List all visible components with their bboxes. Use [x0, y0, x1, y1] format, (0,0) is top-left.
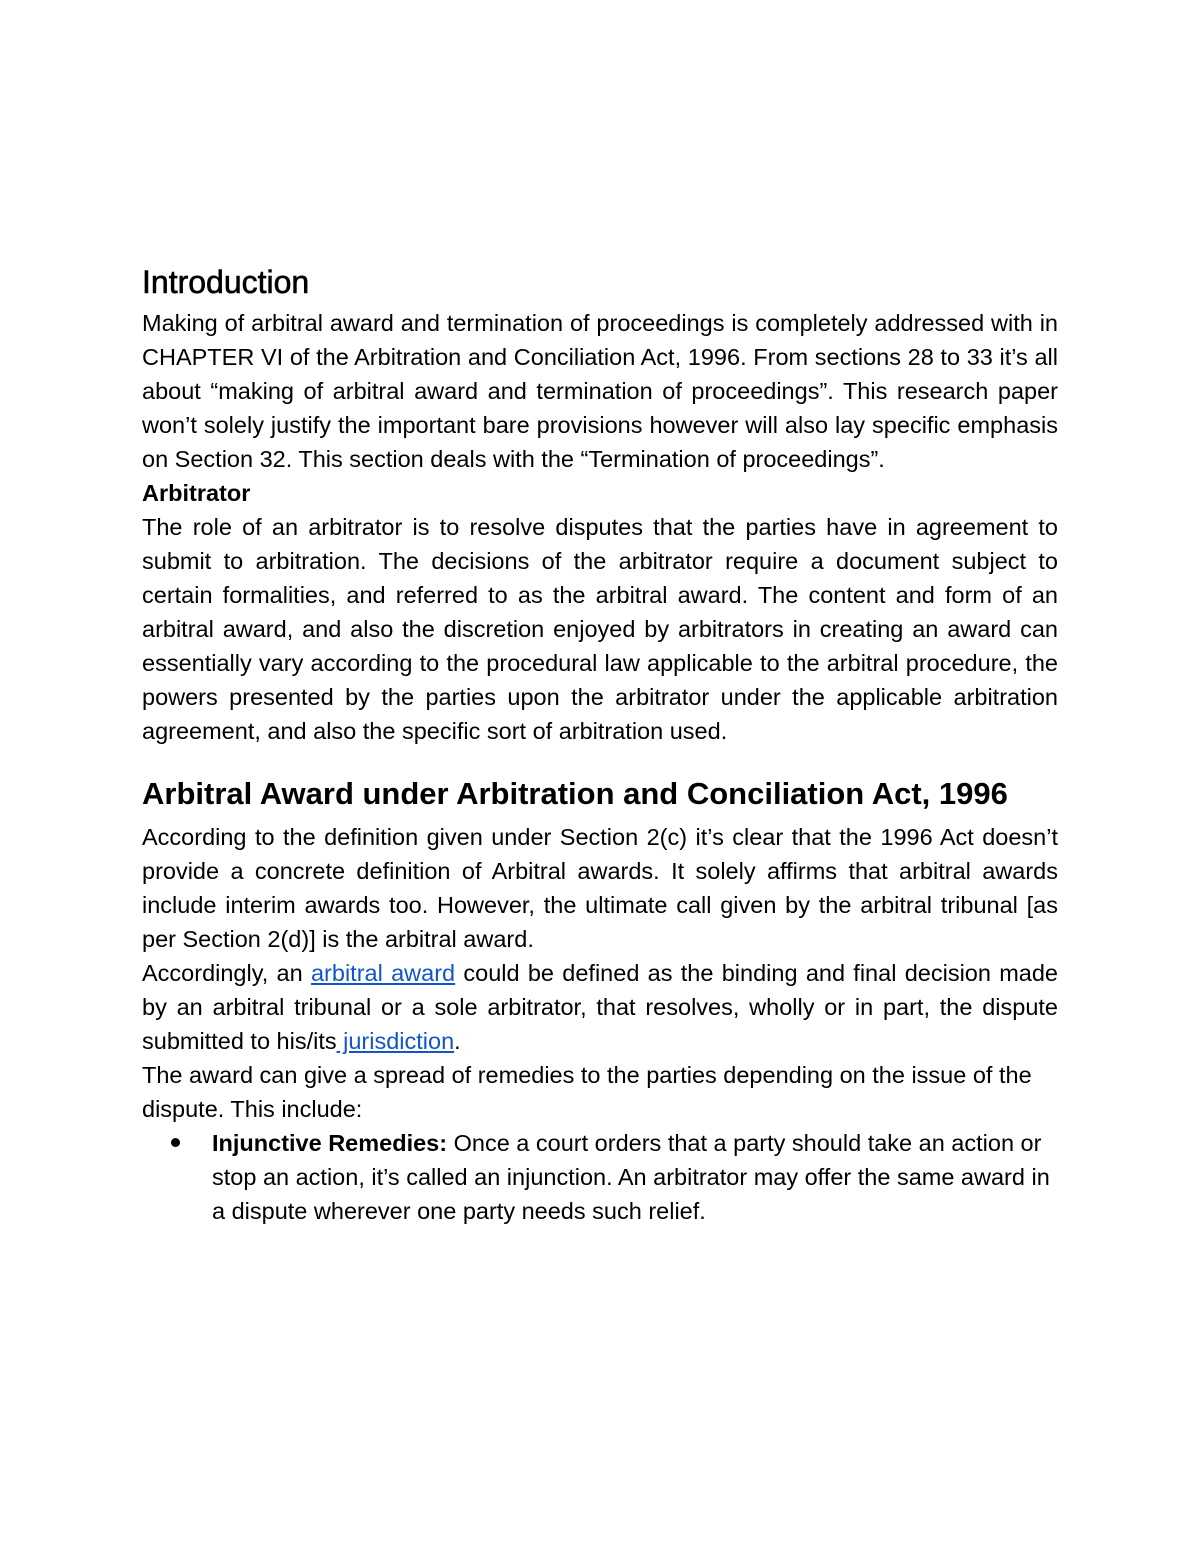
- accordingly-text-start: Accordingly, an: [142, 960, 311, 986]
- accordingly-text-middle: could be defined as the binding and final decision made by an arbitral tribunal or a sole arbitrator, that resolves, wholly or in part, the dispute submitted to his/its: [142, 960, 1059, 1054]
- remedies-intro-paragraph: The award can give a spread of remedies to the parties depending on the issue of the dispute. This include:: [142, 1062, 1032, 1122]
- arbitrator-paragraph: The role of an arbitrator is to resolve disputes that the parties have in agreement to submit to arbitration. The decisions of the arbitrator require a document subject to certain formalities, and referred to as the arbitral award. The content and form of an arbitral award, and also the discretion enjoyed by arbitrators in creating an award can essentially vary according to the procedural law applicable to the arbitral procedure, the powers presented by the parties upon the arbitrator under the applicable arbitration agreement, and also the specific sort of arbitration used.: [142, 514, 1058, 744]
- remedies-list: [142, 1126, 1058, 1228]
- document-page: [142, 262, 1058, 1228]
- arbitrator-heading: Arbitrator: [142, 480, 251, 506]
- bullet-icon: [171, 1138, 180, 1147]
- arbitral-award-heading: Arbitral Award under Arbitration and Conciliation Act, 1996: [142, 776, 1008, 811]
- jurisdiction-link[interactable]: jurisdiction: [336, 1028, 455, 1054]
- accordingly-text-end: .: [454, 1028, 461, 1054]
- list-item: [212, 1126, 1058, 1228]
- bullet-text: Once a court orders that a party should take an action or stop an action, it’s called an injunction. An arbitrator may offer the same award in a dispute wherever one party needs such relief.: [212, 1130, 1050, 1224]
- definition-paragraph: According to the definition given under Section 2(c) it’s clear that the 1996 Act doesn’t provide a concrete definition of Arbitral awards. It solely affirms that arbitral awards include interim awards too. However, the ultimate call given by the arbitral tribunal [as per Section 2(d)] is the arbitral award.: [142, 824, 1058, 952]
- accordingly-paragraph: [142, 956, 1058, 1058]
- arbitral-award-link[interactable]: arbitral award: [310, 960, 456, 986]
- introduction-paragraph: Making of arbitral award and termination of proceedings is completely addressed with in CHAPTER VI of the Arbitration and Conciliation Act, 1996. From sections 28 to 33 it’s all about “making of arbitral award and termination of proceedings”. This research paper won’t solely justify the important bare provisions however will also lay specific emphasis on Section 32. This section deals with the “Termination of proceedings”.: [142, 310, 1058, 472]
- introduction-heading: Introduction: [142, 264, 310, 300]
- bullet-term: Injunctive Remedies:: [212, 1130, 448, 1156]
